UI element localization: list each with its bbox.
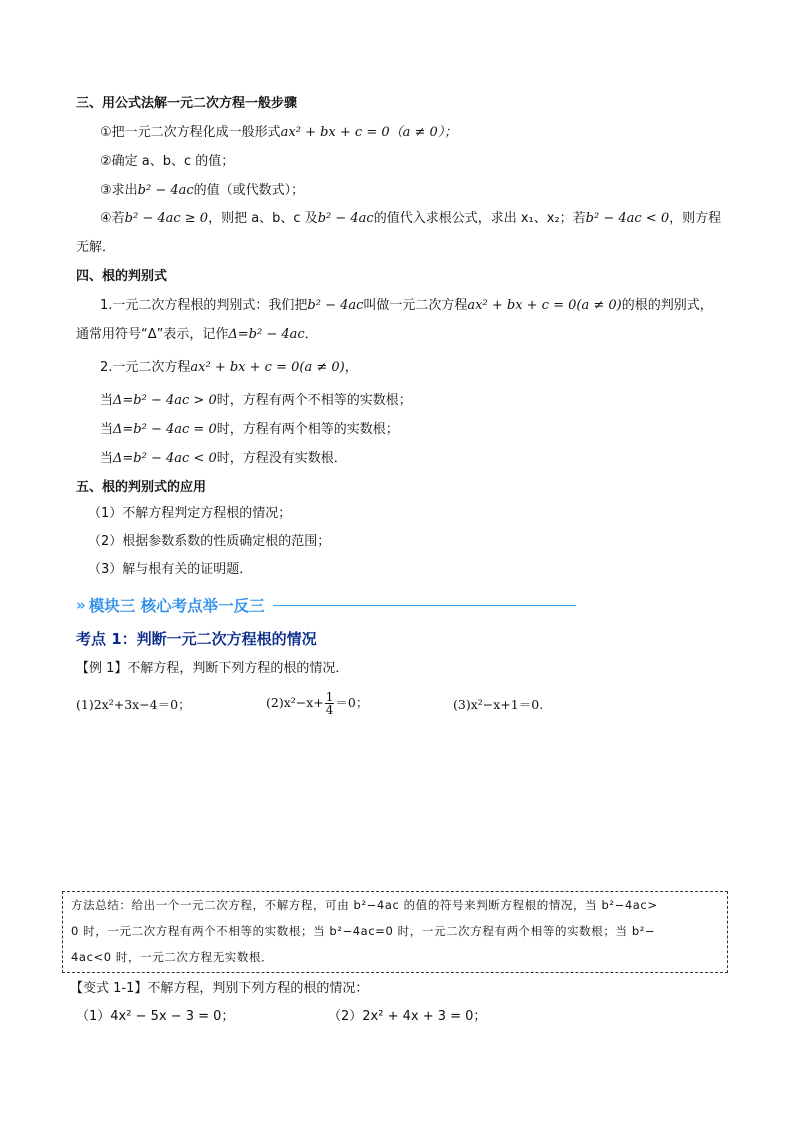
- step2: ②确定 a、b、c 的值；: [100, 154, 235, 169]
- discriminant-notation: [76, 326, 318, 344]
- double-chevron-icon: »: [76, 596, 83, 614]
- intro-text: 2.一元二次方程: [100, 360, 191, 375]
- step4-equation-3: b² − 4ac < 0: [585, 211, 670, 226]
- module-title: 模块三 核心考点举一反三: [88, 597, 265, 615]
- step4-continuation: 无解．: [76, 240, 116, 255]
- case3-b: 时，方程没有实数根．: [216, 451, 347, 466]
- intro-equation: ax² + bx + c = 0(a ≠ 0): [190, 360, 345, 375]
- case-zero: [100, 421, 399, 439]
- step1-text: ①把一元二次方程化成一般形式: [100, 125, 281, 140]
- notation-text: 通常用符号“Δ”表示，记作: [76, 327, 229, 342]
- intro-end: ，: [344, 360, 358, 375]
- case1-a: 当: [100, 393, 114, 408]
- section5-title: 五、根的判别式的应用: [76, 480, 207, 495]
- example1-label: 【例 1】不解方程，判断下列方程的根的情况．: [76, 661, 349, 676]
- summary-line-1: 方法总结：给出一个一元二次方程，不解方程，可由 b²−4ac 的值的符号来判断方程根的情况，当 b²−4ac>: [71, 898, 658, 912]
- case-positive: [100, 392, 412, 410]
- q2-text-a: (2)x²−x+: [266, 695, 324, 710]
- case1-b: 时，方程有两个不相等的实数根；: [216, 393, 412, 408]
- step4-equation-1: b² − 4ac ≥ 0: [124, 211, 209, 226]
- discriminant-definition: [100, 297, 713, 315]
- step4-text-a: ④若: [100, 211, 125, 226]
- notation-equation: Δ=b² − 4ac: [228, 327, 305, 342]
- step1: [100, 124, 457, 142]
- def-text-b: 叫做一元二次方程: [363, 298, 468, 313]
- application-2: （2）根据参数系数的性质确定根的范围；: [88, 534, 331, 549]
- step3: [100, 182, 304, 200]
- q2-text-b: ＝0；: [335, 695, 369, 710]
- module-divider: [273, 605, 576, 606]
- fraction-numerator: 1: [325, 690, 334, 704]
- step4-text-b: ，则把 a、b、c 及: [208, 211, 318, 226]
- case2-b: 时，方程有两个相等的实数根；: [216, 422, 399, 437]
- variant-q2: （2）2x² + 4x + 3 = 0；: [328, 1009, 487, 1024]
- step3-text-b: 的值（或代数式）；: [193, 183, 305, 198]
- example1-q3: (3)x²−x+1＝0.: [453, 697, 544, 712]
- fraction-denominator: 4: [325, 703, 334, 717]
- example1-q2: [266, 688, 368, 718]
- fraction: [325, 691, 335, 716]
- case3-a: 当: [100, 451, 114, 466]
- summary-line-3: 4ac<0 时，一元二次方程无实数根．: [71, 950, 274, 964]
- notation-end: ．: [304, 327, 318, 342]
- def-text-c: 的根的判别式，: [621, 298, 713, 313]
- step1-equation: ax² + bx + c = 0（a ≠ 0）；: [280, 125, 458, 140]
- example1-q1: (1)2x²+3x−4＝0；: [76, 697, 191, 712]
- section3-title: 三、用公式法解一元二次方程一般步骤: [76, 96, 298, 111]
- variant-label: 【变式 1-1】不解方程，判别下列方程的根的情况：: [70, 981, 369, 996]
- case1-equation: Δ=b² − 4ac > 0: [113, 393, 217, 408]
- application-3: （3）解与根有关的证明题．: [88, 562, 253, 577]
- step3-equation: b² − 4ac: [137, 183, 194, 198]
- module-heading: [76, 594, 576, 616]
- step4-text-d: ，则方程: [669, 211, 722, 226]
- step4: [100, 210, 721, 228]
- step4-equation-2: b² − 4ac: [317, 211, 374, 226]
- section4-title: 四、根的判别式: [76, 269, 168, 284]
- equation-intro: [100, 359, 358, 377]
- summary-line-2: 0 时，一元二次方程有两个不相等的实数根；当 b²−4ac=0 时，一元二次方程有两个相等的实数根；当 b²−: [71, 924, 656, 938]
- case3-equation: Δ=b² − 4ac < 0: [113, 451, 217, 466]
- step4-text-c: 的值代入求根公式，求出 x₁、x₂；若: [373, 211, 586, 226]
- case2-a: 当: [100, 422, 114, 437]
- def-equation-1: b² − 4ac: [307, 298, 364, 313]
- kaodian-1-title: 考点 1：判断一元二次方程根的情况: [76, 630, 317, 648]
- application-1: （1）不解方程判定方程根的情况；: [88, 506, 292, 521]
- case-negative: [100, 450, 347, 468]
- def-equation-2: ax² + bx + c = 0(a ≠ 0): [467, 298, 622, 313]
- method-summary-box: [62, 891, 728, 973]
- def-text-a: 1.一元二次方程根的判别式：我们把: [100, 298, 308, 313]
- step3-text-a: ③求出: [100, 183, 138, 198]
- variant-q1: （1）4x² − 5x − 3 = 0；: [76, 1009, 235, 1024]
- case2-equation: Δ=b² − 4ac = 0: [113, 422, 217, 437]
